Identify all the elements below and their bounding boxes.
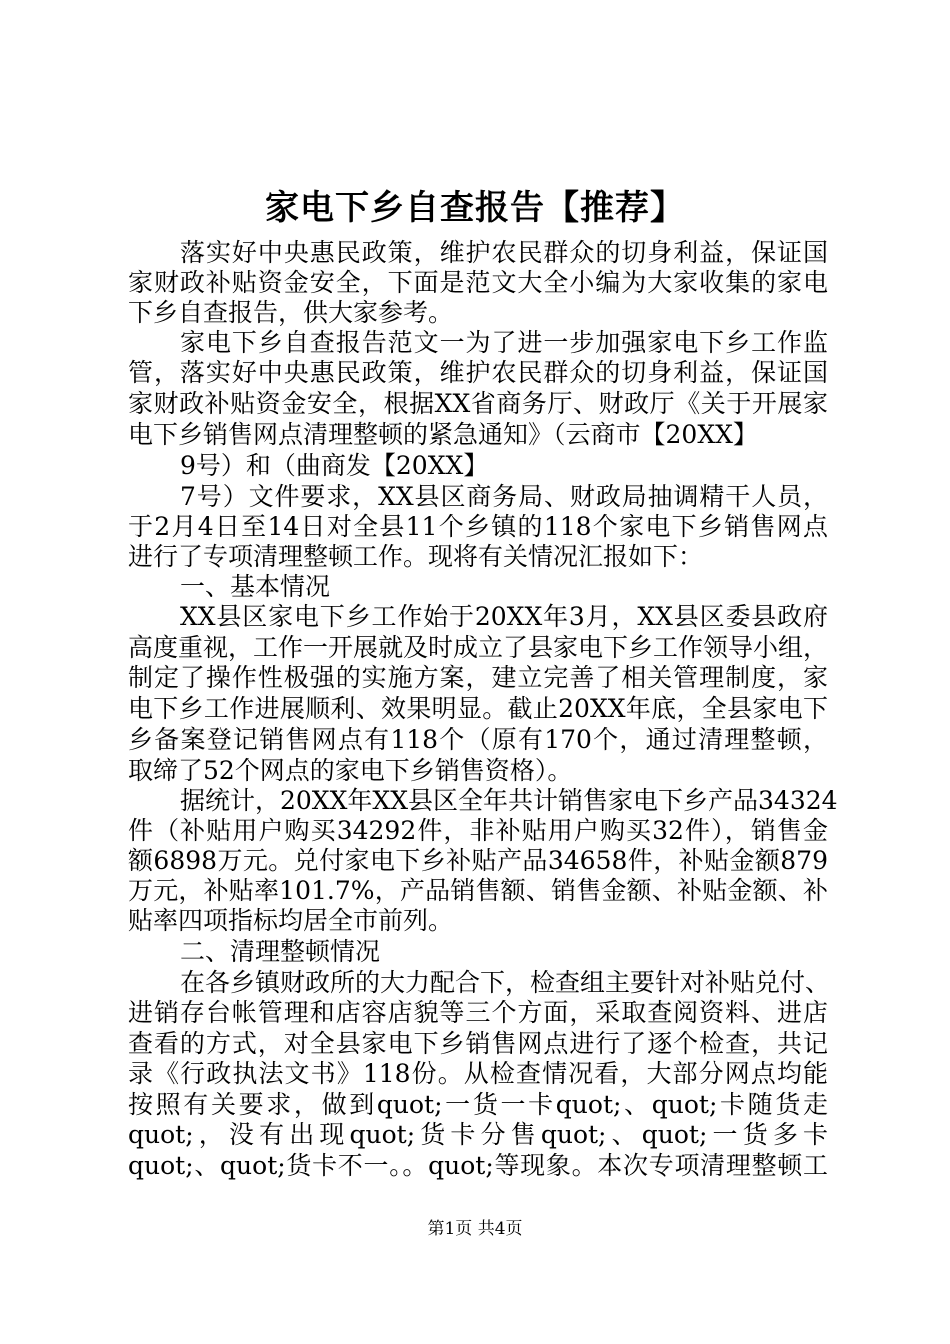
- body-line: quot;、quot;货卡不一。。quot;等现象。本次专项清理整顿工: [128, 1151, 828, 1180]
- body-line: 9号）和（曲商发【20XX】: [180, 451, 489, 480]
- body-line: 落实好中央惠民政策，维护农民群众的切身利益，保证国: [180, 238, 828, 267]
- body-line: 在各乡镇财政所的大力配合下，检查组主要针对补贴兑付、: [180, 968, 831, 997]
- body-line: 贴率四项指标均居全市前列。: [128, 906, 454, 935]
- body-line: 7号）文件要求，XX县区商务局、财政局抽调精干人员，: [180, 482, 828, 511]
- body-line: 进销存台帐管理和店容店貌等三个方面，采取查阅资料、进店: [128, 998, 828, 1027]
- body-line: 录《行政执法文书》118份。从检查情况看，大部分网点均能: [128, 1059, 828, 1088]
- body-line: 件（补贴用户购买34292件，非补贴用户购买32件），销售金: [128, 816, 828, 845]
- body-line: 电下乡销售网点清理整顿的紧急通知》（云商市【20XX】: [128, 420, 758, 449]
- section-heading: 一、基本情况: [180, 572, 331, 601]
- body-line: 于2月4日至14日对全县11个乡镇的118个家电下乡销售网点: [128, 512, 828, 541]
- body-line: 下乡自查报告，供大家参考。: [128, 298, 454, 327]
- body-line: 家财政补贴资金安全，下面是范文大全小编为大家收集的家电: [128, 268, 828, 297]
- body-line: 高度重视，工作一开展就及时成立了县家电下乡工作领导小组，: [128, 633, 829, 662]
- body-line: 家财政补贴资金安全，根据XX省商务厅、财政厅《关于开展家: [128, 389, 828, 418]
- body-line: 电下乡工作进展顺利、效果明显。截止20XX年底，全县家电下: [128, 694, 828, 723]
- body-line: 制定了操作性极强的实施方案，建立完善了相关管理制度，家: [128, 663, 828, 692]
- body-line: 取缔了52个网点的家电下乡销售资格）。: [128, 756, 573, 785]
- body-line: quot;，没有出现quot;货卡分售quot;、quot;一货多卡: [128, 1120, 828, 1149]
- body-line: 家电下乡自查报告范文一为了进一步加强家电下乡工作监: [180, 328, 828, 357]
- body-line: XX县区家电下乡工作始于20XX年3月，XX县区委县政府: [180, 602, 828, 631]
- body-line: 按照有关要求，做到quot;一货一卡quot;、quot;卡随货走: [128, 1090, 828, 1119]
- section-heading: 二、清理整顿情况: [180, 937, 381, 966]
- body-line: 查看的方式，对全县家电下乡销售网点进行了逐个检查，共记: [128, 1029, 828, 1058]
- body-line: 进行了专项清理整顿工作。现将有关情况汇报如下：: [128, 542, 704, 571]
- body-line: 乡备案登记销售网点有118个（原有170个，通过清理整顿，: [128, 725, 828, 754]
- body-line: 额6898万元。兑付家电下乡补贴产品34658件，补贴金额879: [128, 846, 828, 875]
- body-line: 万元，补贴率101.7%，产品销售额、销售金额、补贴金额、补: [128, 876, 828, 905]
- page-number: 第1页 共4页: [427, 1219, 523, 1239]
- body-line: 管，落实好中央惠民政策，维护农民群众的切身利益，保证国: [128, 358, 828, 387]
- body-line: 据统计，20XX年XX县区全年共计销售家电下乡产品34324: [180, 786, 838, 815]
- document-title: 家电下乡自查报告【推荐】: [265, 188, 685, 228]
